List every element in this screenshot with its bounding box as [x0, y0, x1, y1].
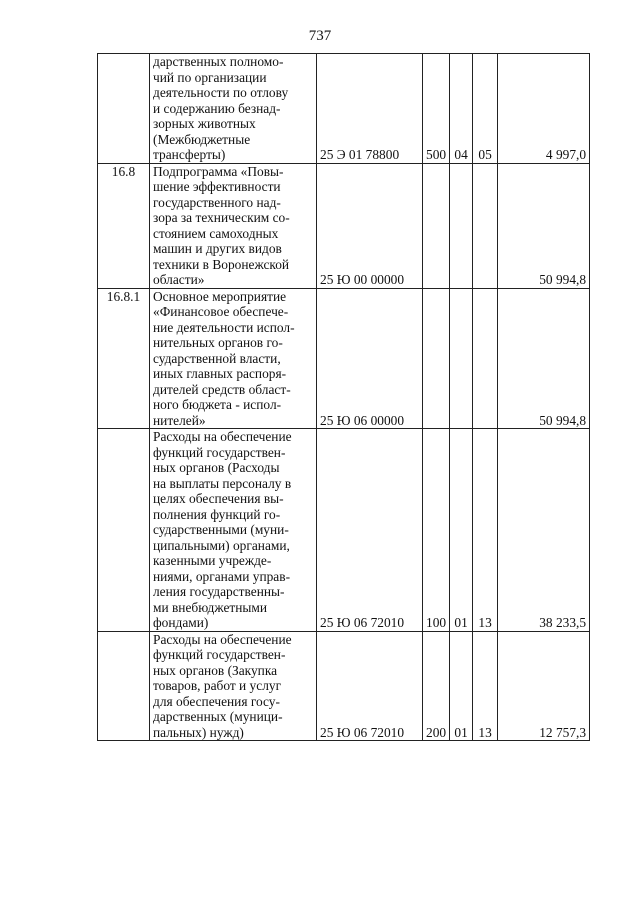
- row-name-line: «Финансовое обеспече-: [153, 304, 289, 319]
- row-name-line: пальных) нужд): [153, 724, 244, 740]
- row-name-line: на выплаты персоналу в: [153, 475, 292, 491]
- subsection-cell: [473, 288, 498, 429]
- row-name-line: стоянием самоходных: [153, 225, 279, 241]
- row-name-line: целях обеспечения вы-: [153, 491, 284, 506]
- row-name-line: зорных животных: [153, 116, 256, 131]
- table-row: [98, 429, 590, 632]
- row-name-line: ного бюджета - испол-: [153, 397, 282, 412]
- row-name-cell: [150, 288, 317, 429]
- row-name-line: иных главных распоря-: [153, 366, 287, 381]
- table-row: [98, 54, 590, 164]
- row-name-line: дарственных полномо-: [153, 54, 284, 69]
- row-name-cell: [150, 429, 317, 632]
- table-row: [98, 163, 590, 288]
- expense-type-cell: [423, 288, 450, 429]
- row-name-line: трансферты): [153, 147, 226, 162]
- row-name-line: ниями, органами управ-: [153, 568, 291, 584]
- row-name-line: ных органов (Закупка: [153, 662, 278, 678]
- row-name-line: сударственной власти,: [153, 350, 281, 366]
- row-number-cell: 16.8.1: [98, 288, 150, 429]
- amount-cell: 50 994,8: [498, 288, 590, 429]
- target-code-cell: 25 Э 01 78800: [317, 54, 423, 164]
- row-name-line: полнения функций го-: [153, 506, 281, 522]
- row-name-line: государственного над-: [153, 194, 281, 210]
- section-cell: [450, 288, 473, 429]
- subsection-cell: 05: [473, 54, 498, 164]
- table-row: [98, 631, 590, 741]
- row-name-line: чий по организации: [153, 69, 267, 85]
- subsection-cell: [473, 163, 498, 288]
- expense-type-cell: [423, 163, 450, 288]
- row-name-line: казенными учрежде-: [153, 553, 272, 568]
- target-code-cell: 25 Ю 06 00000: [317, 288, 423, 429]
- row-number-cell: [98, 429, 150, 632]
- row-name-line: области»: [153, 272, 205, 287]
- amount-cell: 50 994,8: [498, 163, 590, 288]
- row-name-line: функций государствен-: [153, 444, 286, 460]
- row-name-line: ления государственны-: [153, 584, 285, 599]
- row-name-cell: [150, 54, 317, 164]
- row-name-line: ципальными) органами,: [153, 537, 290, 553]
- row-name-line: и содержанию безнад-: [153, 100, 281, 116]
- amount-cell: 12 757,3: [498, 631, 590, 741]
- row-name-line: дителей средств област-: [153, 381, 291, 397]
- row-name-line: функций государствен-: [153, 647, 286, 662]
- expense-type-cell: 100: [423, 429, 450, 632]
- row-name-cell: [150, 163, 317, 288]
- row-name-line: для обеспечения госу-: [153, 693, 280, 709]
- row-number-cell: 16.8: [98, 163, 150, 288]
- expense-type-cell: 500: [423, 54, 450, 164]
- row-name-line: деятельности по отлову: [153, 85, 289, 100]
- row-name-line: Расходы на обеспечение: [153, 429, 292, 444]
- row-name-line: Расходы на обеспечение: [153, 631, 292, 647]
- row-name-line: нительных органов го-: [153, 335, 283, 350]
- budget-table-body: [98, 54, 590, 741]
- row-name-cell: [150, 631, 317, 741]
- target-code-cell: 25 Ю 06 72010: [317, 429, 423, 632]
- row-name-line: ми внебюджетными: [153, 599, 268, 615]
- row-name-line: фондами): [153, 615, 209, 630]
- page-number: 737: [308, 28, 332, 44]
- section-cell: 01: [450, 631, 473, 741]
- amount-cell: 4 997,0: [498, 54, 590, 164]
- subsection-cell: 13: [473, 429, 498, 632]
- row-name-line: дарственных (муници-: [153, 709, 283, 724]
- row-name-line: (Межбюджетные: [153, 131, 251, 147]
- subsection-cell: 13: [473, 631, 498, 741]
- section-cell: 01: [450, 429, 473, 632]
- target-code-cell: 25 Ю 06 72010: [317, 631, 423, 741]
- expense-type-cell: 200: [423, 631, 450, 741]
- table-row: [98, 288, 590, 429]
- target-code-cell: 25 Ю 00 00000: [317, 163, 423, 288]
- row-name-line: ние деятельности испол-: [153, 319, 295, 335]
- amount-cell: 38 233,5: [498, 429, 590, 632]
- row-name-line: ных органов (Расходы: [153, 460, 280, 475]
- row-number-cell: [98, 54, 150, 164]
- row-name-line: шение эффективности: [153, 179, 281, 194]
- row-name-line: зора за техническим со-: [153, 210, 290, 225]
- row-name-line: техники в Воронежской: [153, 256, 290, 272]
- section-cell: [450, 163, 473, 288]
- section-cell: 04: [450, 54, 473, 164]
- row-name-line: машин и других видов: [153, 241, 282, 256]
- row-number-cell: [98, 631, 150, 741]
- row-name-line: Подпрограмма «Повы-: [153, 163, 284, 179]
- row-name-line: нителей»: [153, 412, 206, 428]
- row-name-line: Основное мероприятие: [153, 288, 287, 304]
- row-name-line: товаров, работ и услуг: [153, 678, 282, 693]
- budget-table: [97, 53, 590, 741]
- row-name-line: сударственными (муни-: [153, 522, 289, 537]
